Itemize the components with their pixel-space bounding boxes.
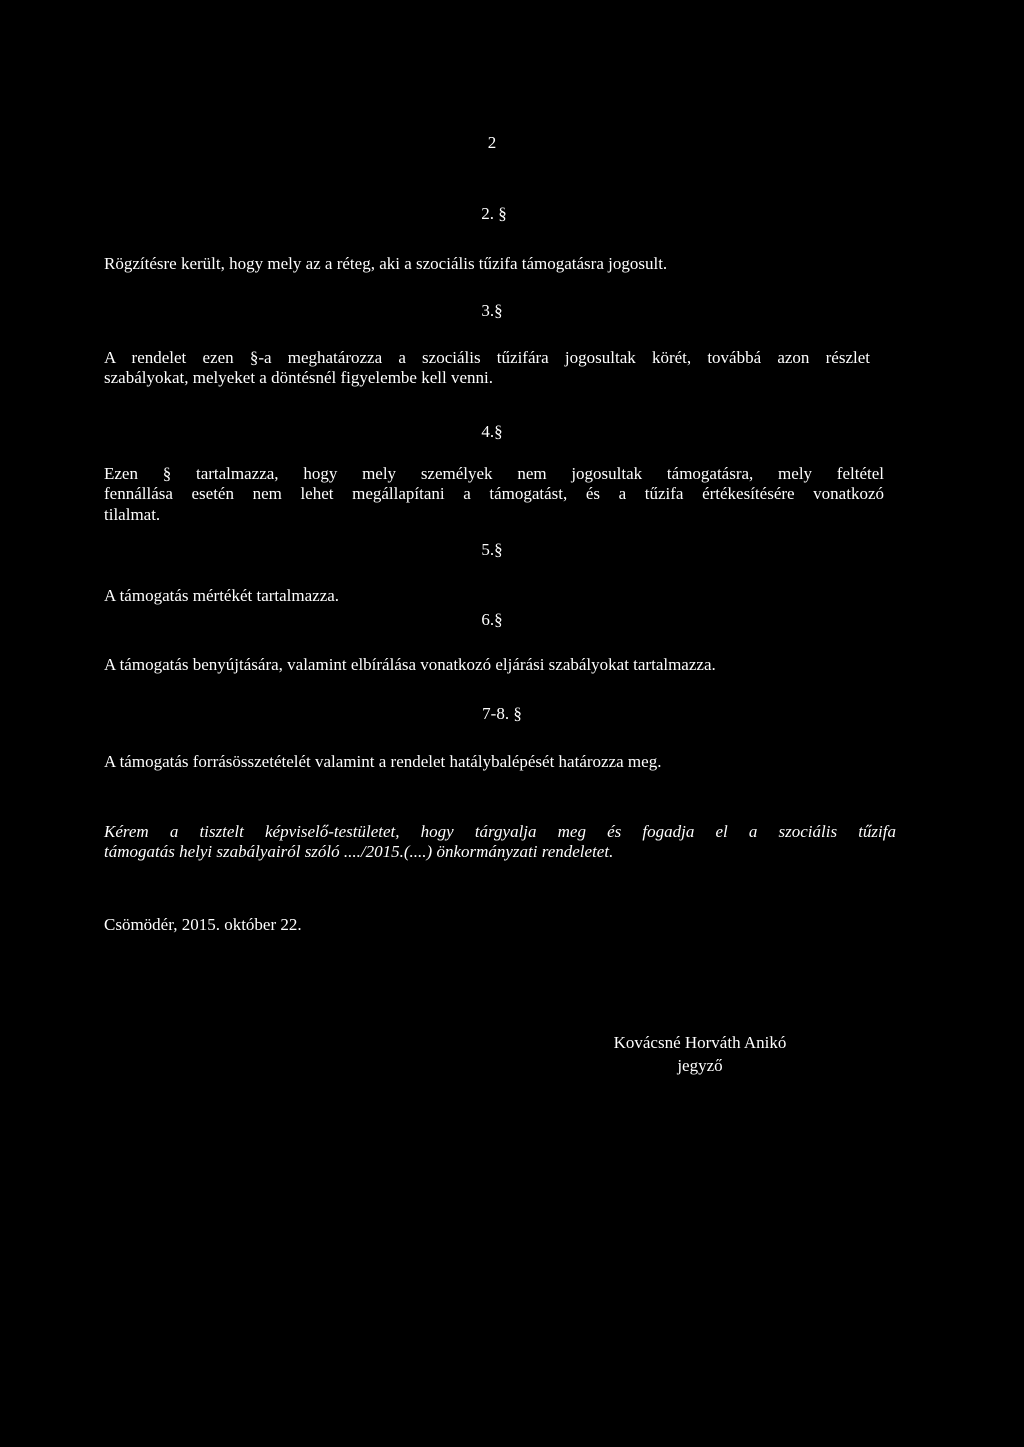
section-text-3 <box>104 348 870 389</box>
page-number: 2 <box>487 133 497 152</box>
signature-block <box>560 1032 840 1078</box>
section-text-4-line-3: tilalmat. <box>104 504 161 524</box>
section-heading-5: 5.§ <box>481 540 503 559</box>
section-text-3-line-1: A rendelet ezen §-a meghatározza a szociális tűzifára jogosultak körét, továbbá azon részlet <box>104 348 870 367</box>
section-heading-2: 2. § <box>481 204 507 223</box>
signature-title: jegyző <box>677 1055 723 1075</box>
date-line: Csömödér, 2015. október 22. <box>104 915 302 934</box>
request-line-2: támogatás helyi szabályairól szóló ..../2015.(....) önkormányzati rendeletet. <box>104 842 614 862</box>
section-heading-3: 3.§ <box>481 301 503 320</box>
request-paragraph <box>104 822 896 863</box>
section-text-4 <box>104 464 884 525</box>
section-text-7-8: A támogatás forrásösszetételét valamint a rendelet hatálybalépését határozza meg. <box>104 752 662 771</box>
section-heading-7-8: 7-8. § <box>482 704 522 723</box>
section-text-5: A támogatás mértékét tartalmazza. <box>104 586 340 605</box>
signature-name: Kovácsné Horváth Anikó <box>613 1033 787 1052</box>
section-text-6: A támogatás benyújtására, valamint elbírálása vonatkozó eljárási szabályokat tartalmazza. <box>104 655 716 674</box>
section-text-4-line-2: fennállása esetén nem lehet megállapítani a támogatást, és a tűzifa értékesítésére vonatkozó <box>104 484 884 504</box>
section-text-2: Rögzítésre került, hogy mely az a réteg, aki a szociális tűzifa támogatásra jogosult. <box>104 254 668 273</box>
section-text-4-line-1: Ezen § tartalmazza, hogy mely személyek nem jogosultak támogatásra, mely feltétel <box>104 464 884 483</box>
section-heading-6: 6.§ <box>481 610 503 629</box>
request-line-1: Kérem a tisztelt képviselő-testületet, hogy tárgyalja meg és fogadja el a szociális tűzifa <box>104 822 896 841</box>
section-text-3-line-2: szabályokat, melyeket a döntésnél figyelembe kell venni. <box>104 368 493 388</box>
section-heading-4: 4.§ <box>481 422 503 441</box>
